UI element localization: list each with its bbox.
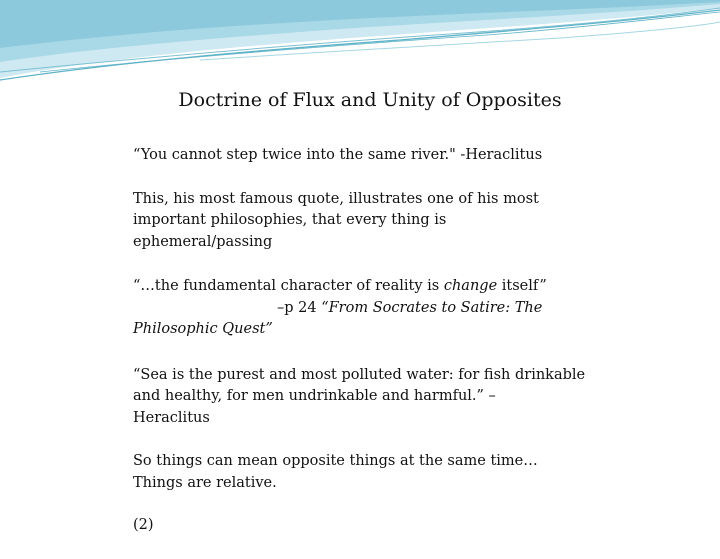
citation-change-emphasis: change [443,278,498,294]
conclusion-paragraph [133,451,613,494]
reference-number [133,515,613,537]
citation-line-1-text-a: “…the fundamental character of reality is [133,278,444,294]
heraclitus-sea-quote [133,365,613,430]
citation-book-title-part-2: Philosophic Quest” [133,321,273,337]
top-wave-decoration [0,0,720,90]
quote1-line-1: “You cannot step twice into the same river." -Heraclitus [133,147,543,163]
quote2-line-1: “Sea is the purest and most polluted water: for fish drinkable [133,366,586,383]
explanation-line-2: important philosophies, that every thing is [133,212,447,228]
explanation-line-3: ephemeral/passing [133,233,273,250]
citation-line-3 [133,319,613,341]
quote2-line-2: and healthy, for men undrinkable and harmful.” – [133,388,496,404]
conclusion-line-1: So things can mean opposite things at the same time… [133,453,538,469]
explanation-line-1: This, his most famous quote, illustrates one of his most [133,190,539,207]
citation-book-title-part-1: “From Socrates to Satire: The [321,299,543,316]
heraclitus-river-quote [133,145,613,167]
explanation-paragraph [133,189,613,254]
slide-title: Doctrine of Flux and Unity of Opposites [178,89,562,111]
quote2-line-3: Heraclitus [133,409,210,426]
conclusion-line-2: Things are relative. [133,474,277,491]
citation-line-2 [133,298,613,320]
citation-page-ref: –p 24 [277,299,322,316]
citation-paragraph [133,276,613,341]
citation-line-1 [133,276,613,298]
citation-line-1-text-b: itself” [497,278,547,294]
slide-body [133,145,613,559]
reference-line-1: (2) [133,517,154,533]
